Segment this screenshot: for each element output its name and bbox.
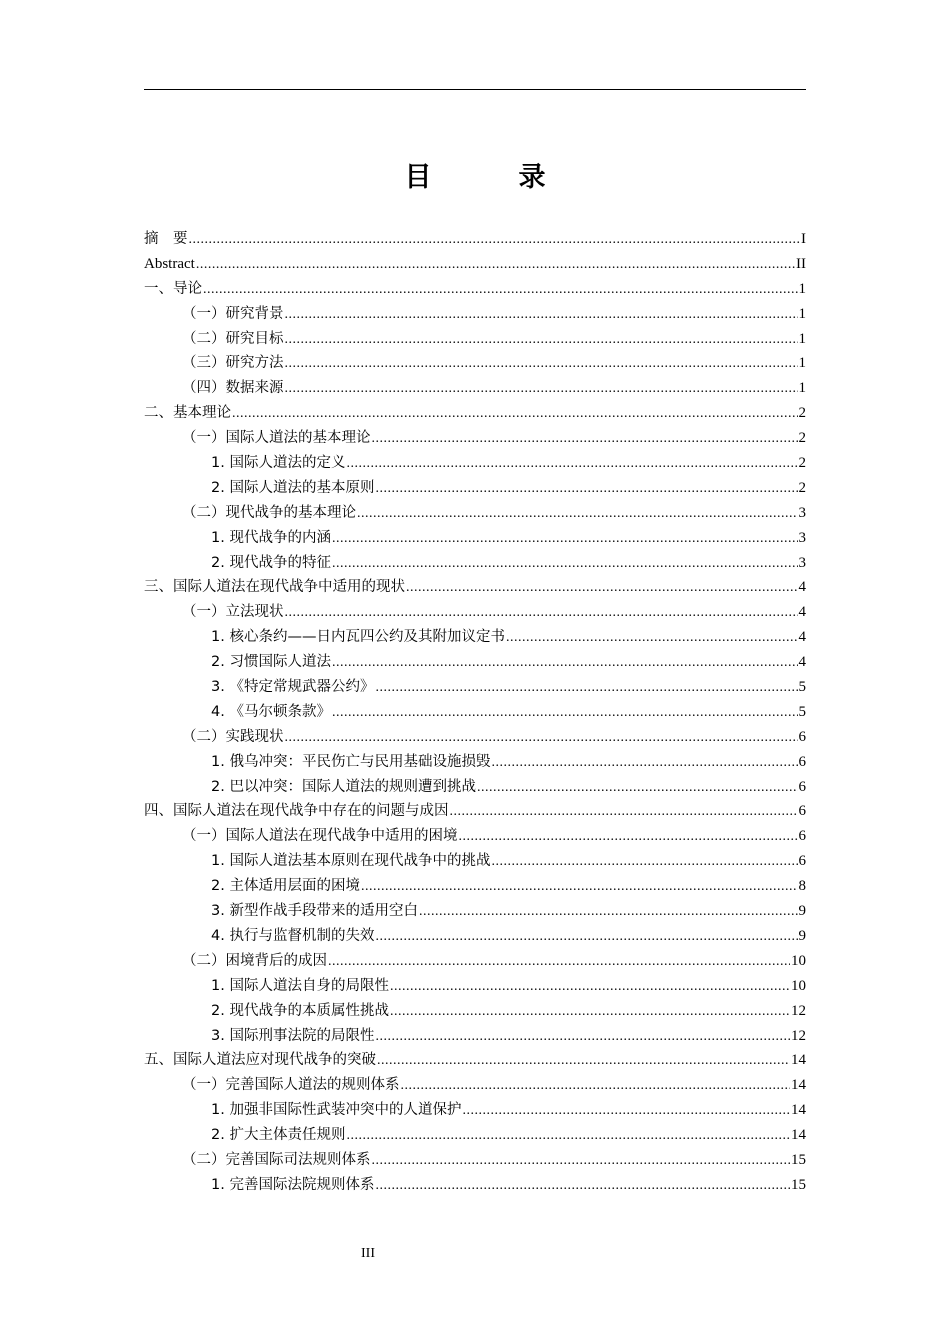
toc-leader-dots <box>196 253 795 278</box>
toc-entry[interactable] <box>144 551 806 576</box>
page-title: 目 录 <box>404 162 576 193</box>
toc-entry-page: 1 <box>798 355 806 372</box>
toc-entry-page: 8 <box>798 878 806 895</box>
table-of-contents <box>144 227 806 1198</box>
toc-entry-label: 摘 要 <box>144 231 188 247</box>
toc-entry[interactable] <box>144 625 806 650</box>
toc-entry-page: 14 <box>791 1127 806 1144</box>
toc-entry[interactable] <box>144 227 806 252</box>
toc-leader-dots <box>390 975 790 1000</box>
toc-leader-dots <box>491 850 797 875</box>
toc-entry-label: 1. 完善国际法院规则体系 <box>211 1176 375 1193</box>
toc-entry[interactable] <box>144 725 806 750</box>
toc-entry-label: 1. 国际人道法自身的局限性 <box>211 977 389 994</box>
toc-entry[interactable] <box>144 575 806 600</box>
toc-entry[interactable] <box>144 1048 806 1073</box>
toc-entry-label: 1. 俄乌冲突：平民伤亡与民用基础设施损毁 <box>211 753 491 770</box>
toc-entry-page: 15 <box>791 1176 806 1193</box>
toc-entry-label: 二、基本理论 <box>144 405 231 422</box>
toc-entry-page: 2 <box>798 455 806 472</box>
toc-entry-label: 2. 扩大主体责任规则 <box>211 1127 346 1144</box>
toc-leader-dots <box>477 776 798 801</box>
toc-entry-label: 四、国际人道法在现代战争中存在的问题与成因 <box>144 803 449 820</box>
toc-entry[interactable] <box>144 376 806 401</box>
toc-leader-dots <box>401 1074 791 1099</box>
toc-entry-page: 4 <box>798 629 806 646</box>
toc-entry[interactable] <box>144 799 806 824</box>
toc-entry[interactable] <box>144 252 806 277</box>
page-number: III <box>361 1246 375 1261</box>
toc-entry-label: 2. 习惯国际人道法 <box>211 654 331 671</box>
toc-entry-page: 6 <box>798 728 806 745</box>
toc-entry[interactable] <box>144 351 806 376</box>
toc-entry-page: 1 <box>798 330 806 347</box>
toc-entry-label: 3. 新型作战手段带来的适用空白 <box>211 903 418 920</box>
toc-entry-label: 1. 国际人道法的定义 <box>211 455 346 472</box>
toc-entry-label: （二）研究目标 <box>182 330 284 347</box>
toc-leader-dots <box>285 377 798 402</box>
toc-entry[interactable] <box>144 426 806 451</box>
toc-entry[interactable] <box>144 899 806 924</box>
toc-entry[interactable] <box>144 277 806 302</box>
toc-entry-page: 12 <box>791 1002 806 1019</box>
toc-leader-dots <box>419 900 798 925</box>
toc-entry-page: 1 <box>798 380 806 397</box>
toc-entry-label: 1. 加强非国际性武装冲突中的人道保护 <box>211 1102 462 1119</box>
toc-leader-dots <box>375 925 797 950</box>
toc-entry-label: 1. 现代战争的内涵 <box>211 529 331 546</box>
toc-leader-dots <box>506 626 798 651</box>
toc-entry[interactable] <box>144 501 806 526</box>
toc-entry[interactable] <box>144 949 806 974</box>
toc-entry-label: （一）国际人道法在现代战争中适用的困境 <box>182 828 458 845</box>
toc-entry[interactable] <box>144 476 806 501</box>
toc-entry[interactable] <box>144 1024 806 1049</box>
toc-entry-label: 1. 国际人道法基本原则在现代战争中的挑战 <box>211 853 491 870</box>
toc-entry-page: 14 <box>791 1102 806 1119</box>
toc-leader-dots <box>332 527 798 552</box>
toc-entry-page: 3 <box>798 529 806 546</box>
toc-entry-label: 2. 现代战争的本质属性挑战 <box>211 1002 389 1019</box>
toc-entry[interactable] <box>144 924 806 949</box>
toc-entry-label: 2. 国际人道法的基本原则 <box>211 479 375 496</box>
toc-entry-label: （一）国际人道法的基本理论 <box>182 430 371 447</box>
toc-leader-dots <box>346 1124 790 1149</box>
toc-entry-label: （二）完善国际司法规则体系 <box>182 1151 371 1168</box>
toc-entry-page: 9 <box>798 903 806 920</box>
toc-entry-label: （二）实践现状 <box>182 728 284 745</box>
toc-leader-dots <box>328 950 790 975</box>
toc-entry-page: 3 <box>798 504 806 521</box>
toc-leader-dots <box>332 701 798 726</box>
toc-leader-dots <box>285 352 798 377</box>
toc-entry-label: （二）现代战争的基本理论 <box>182 504 356 521</box>
toc-leader-dots <box>491 751 797 776</box>
toc-leader-dots <box>332 552 798 577</box>
toc-leader-dots <box>285 303 798 328</box>
toc-entry-page: 4 <box>798 579 806 596</box>
toc-entry-page: 1 <box>798 280 806 297</box>
toc-entry-page: 6 <box>798 753 806 770</box>
toc-entry[interactable] <box>144 526 806 551</box>
toc-entry-label: Abstract <box>144 255 195 272</box>
toc-leader-dots <box>332 651 798 676</box>
toc-entry-page: 3 <box>798 554 806 571</box>
toc-entry-label: 2. 主体适用层面的困境 <box>211 878 360 895</box>
toc-leader-dots <box>357 502 798 527</box>
toc-entry[interactable] <box>144 824 806 849</box>
toc-entry-label: 1. 核心条约——日内瓦四公约及其附加议定书 <box>211 629 505 646</box>
toc-entry-label: 一、导论 <box>144 280 202 297</box>
toc-entry-page: 10 <box>791 952 806 969</box>
toc-leader-dots <box>372 1149 791 1174</box>
toc-entry-page: 2 <box>798 430 806 447</box>
header-rule <box>144 89 806 90</box>
toc-entry-page: 2 <box>798 479 806 496</box>
toc-entry[interactable] <box>144 999 806 1024</box>
toc-entry[interactable] <box>144 650 806 675</box>
toc-leader-dots <box>232 402 798 427</box>
toc-leader-dots <box>285 726 798 751</box>
toc-entry[interactable] <box>144 849 806 874</box>
toc-entry-label: 4. 执行与监督机制的失效 <box>211 927 375 944</box>
toc-entry-page: 10 <box>791 977 806 994</box>
toc-entry-page: 15 <box>791 1151 806 1168</box>
toc-entry-page: II <box>796 255 806 272</box>
toc-entry[interactable] <box>144 675 806 700</box>
toc-entry-page: 5 <box>798 703 806 720</box>
toc-entry[interactable] <box>144 750 806 775</box>
toc-leader-dots <box>450 800 798 825</box>
toc-entry-page: 6 <box>798 803 806 820</box>
toc-entry[interactable] <box>144 1073 806 1098</box>
toc-leader-dots <box>361 875 798 900</box>
toc-leader-dots <box>406 576 798 601</box>
toc-leader-dots <box>377 1049 790 1074</box>
toc-entry-label: （一）立法现状 <box>182 604 284 621</box>
toc-entry-page: 4 <box>798 654 806 671</box>
toc-entry-label: （一）完善国际人道法的规则体系 <box>182 1077 400 1094</box>
toc-leader-dots <box>372 427 798 452</box>
toc-entry-label: （一）研究背景 <box>182 305 284 322</box>
toc-entry[interactable] <box>144 1123 806 1148</box>
toc-entry[interactable] <box>144 600 806 625</box>
toc-entry-page: 6 <box>798 828 806 845</box>
toc-entry-page: 6 <box>798 853 806 870</box>
toc-leader-dots <box>285 601 798 626</box>
toc-leader-dots <box>189 228 801 253</box>
toc-entry[interactable] <box>144 1148 806 1173</box>
toc-entry-page: 14 <box>791 1052 806 1069</box>
toc-entry-label: （三）研究方法 <box>182 355 284 372</box>
toc-entry-label: （二）困境背后的成因 <box>182 952 327 969</box>
toc-leader-dots <box>203 278 798 303</box>
toc-entry-label: 4. 《马尔顿条款》 <box>211 703 331 720</box>
toc-entry-page: 2 <box>798 405 806 422</box>
toc-leader-dots <box>375 676 797 701</box>
toc-entry-label: （四）数据来源 <box>182 380 284 397</box>
toc-entry-page: 14 <box>791 1077 806 1094</box>
toc-entry[interactable] <box>144 451 806 476</box>
toc-entry-page: 9 <box>798 927 806 944</box>
toc-entry-page: 12 <box>791 1027 806 1044</box>
toc-leader-dots <box>375 1025 790 1050</box>
toc-entry[interactable] <box>144 1098 806 1123</box>
toc-leader-dots <box>285 328 798 353</box>
toc-leader-dots <box>390 1000 790 1025</box>
toc-entry[interactable] <box>144 1173 806 1198</box>
toc-leader-dots <box>375 1174 790 1199</box>
toc-entry[interactable] <box>144 327 806 352</box>
toc-leader-dots <box>462 1099 790 1124</box>
toc-entry[interactable] <box>144 401 806 426</box>
toc-entry[interactable] <box>144 874 806 899</box>
toc-entry-page: 4 <box>798 604 806 621</box>
toc-leader-dots <box>375 477 797 502</box>
toc-entry[interactable] <box>144 700 806 725</box>
toc-entry-label: 2. 巴以冲突：国际人道法的规则遭到挑战 <box>211 778 476 795</box>
toc-entry-label: 3. 《特定常规武器公约》 <box>211 679 375 696</box>
toc-entry-label: 2. 现代战争的特征 <box>211 554 331 571</box>
toc-entry-label: 3. 国际刑事法院的局限性 <box>211 1027 375 1044</box>
toc-entry[interactable] <box>144 775 806 800</box>
toc-entry[interactable] <box>144 974 806 999</box>
toc-entry-page: I <box>801 231 806 247</box>
toc-entry-page: 1 <box>798 305 806 322</box>
toc-entry-page: 6 <box>798 778 806 795</box>
toc-leader-dots <box>459 825 798 850</box>
toc-entry-label: 三、国际人道法在现代战争中适用的现状 <box>144 579 405 596</box>
toc-entry-label: 五、国际人道法应对现代战争的突破 <box>144 1052 376 1069</box>
toc-entry-page: 5 <box>798 679 806 696</box>
toc-leader-dots <box>346 452 797 477</box>
toc-entry[interactable] <box>144 302 806 327</box>
